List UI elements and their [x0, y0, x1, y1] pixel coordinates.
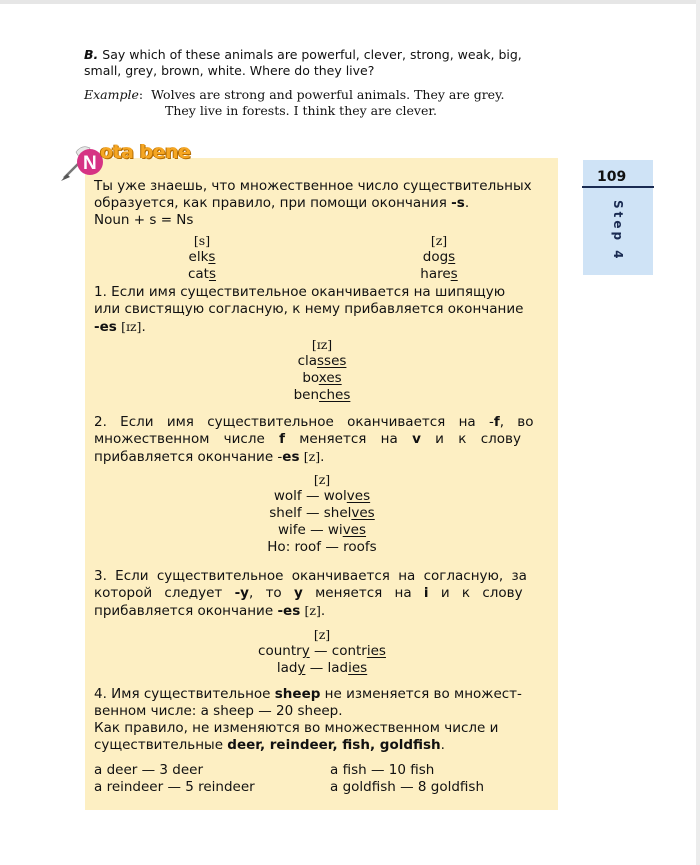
- example-reindeer: a reindeer — 5 reindeer: [94, 779, 255, 795]
- rule3-phoneme: [z]: [313, 627, 331, 642]
- example-label: Example: [84, 87, 139, 102]
- intro-line2: образуется, как правило, при помощи окончания -s.: [94, 195, 470, 211]
- rule4-line3: Как правило, не изменяются во множественном числе и: [94, 720, 499, 736]
- word-contries: country — contries: [258, 643, 386, 659]
- rule3-examples: [227, 626, 417, 677]
- example-goldfish: a goldfish — 8 goldfish: [330, 779, 485, 795]
- word-elks: elks: [188, 249, 216, 265]
- rule1-line3: -es [ɪz].: [94, 319, 146, 335]
- right-edge: [696, 0, 700, 865]
- page-number: 109: [597, 169, 627, 185]
- example-fish: a fish — 10 fish: [330, 762, 435, 778]
- rule1-line1: 1. Если имя существительное оканчивается на шипящую: [94, 284, 506, 300]
- word-roofs: Но: roof — roofs: [267, 539, 377, 555]
- rule3-line3: прибавляется окончание -es [z].: [94, 603, 326, 619]
- word-ladies: lady — ladies: [276, 660, 368, 676]
- rule1-phoneme: [ɪz]: [311, 337, 333, 352]
- z-column: [409, 232, 469, 283]
- logo-text: ota bene: [100, 141, 191, 163]
- rule3-line2: которой следует -y, то y меняется на i и к слову: [94, 585, 523, 601]
- word-shelves: shelf — shelves: [269, 505, 375, 521]
- example-deer: a deer — 3 deer: [94, 762, 203, 778]
- word-boxes: boxes: [302, 370, 342, 386]
- rule2-examples: [227, 471, 417, 556]
- word-cats: cats: [187, 266, 217, 282]
- word-wives: wife — wives: [277, 522, 367, 538]
- word-hares: hares: [420, 266, 458, 282]
- rule1-line2: или свистящую согласную, к нему прибавляется окончание: [94, 301, 524, 317]
- example-block: Example: Wolves are strong and powerful animals. They are grey. They live in forests. I think they are clever.: [84, 87, 564, 119]
- z-phoneme: [z]: [430, 233, 448, 248]
- step-label: Step 4: [611, 200, 625, 262]
- rule4-line4: существительные deer, reindeer, fish, goldfish.: [94, 737, 445, 753]
- intro-line1: Ты уже знаешь, что множественное число существительных: [94, 178, 532, 194]
- word-classes: classes: [297, 353, 347, 369]
- noun-formula: Noun + s = Ns: [94, 212, 194, 228]
- logo-n-letter: N: [83, 153, 97, 174]
- task-b: [84, 47, 562, 79]
- word-wolves: wolf — wolves: [273, 488, 371, 504]
- word-benches: benches: [293, 387, 351, 403]
- page-tab-line: [582, 186, 654, 188]
- rule2-line3: прибавляется окончание -es [z].: [94, 449, 325, 465]
- rule3-line1: 3. Если существительное оканчивается на согласную, за: [94, 568, 527, 584]
- top-edge: [0, 0, 700, 4]
- rule4-line1: 4. Имя существительное sheep не изменяется во множест-: [94, 686, 522, 702]
- rule1-examples: [262, 336, 382, 404]
- task-text: Say which of these animals are powerful, clever, strong, weak, big, small, grey, brown, white. Where do they live?: [84, 47, 522, 78]
- task-label: B.: [84, 47, 99, 62]
- rule2-phoneme: [z]: [313, 472, 331, 487]
- word-dogs: dogs: [422, 249, 456, 265]
- example-line1: Wolves are strong and powerful animals. They are grey.: [151, 87, 505, 102]
- s-column: [172, 232, 232, 283]
- rule2-line1: 2. Если имя существительное оканчивается на -f, во: [94, 414, 534, 430]
- example-line2: They live in forests. I think they are clever.: [165, 103, 437, 118]
- s-phoneme: [s]: [193, 233, 211, 248]
- rule2-line2: множественном числе f меняется на v и к слову: [94, 431, 521, 447]
- rule4-line2: венном числе: a sheep — 20 sheep.: [94, 703, 343, 719]
